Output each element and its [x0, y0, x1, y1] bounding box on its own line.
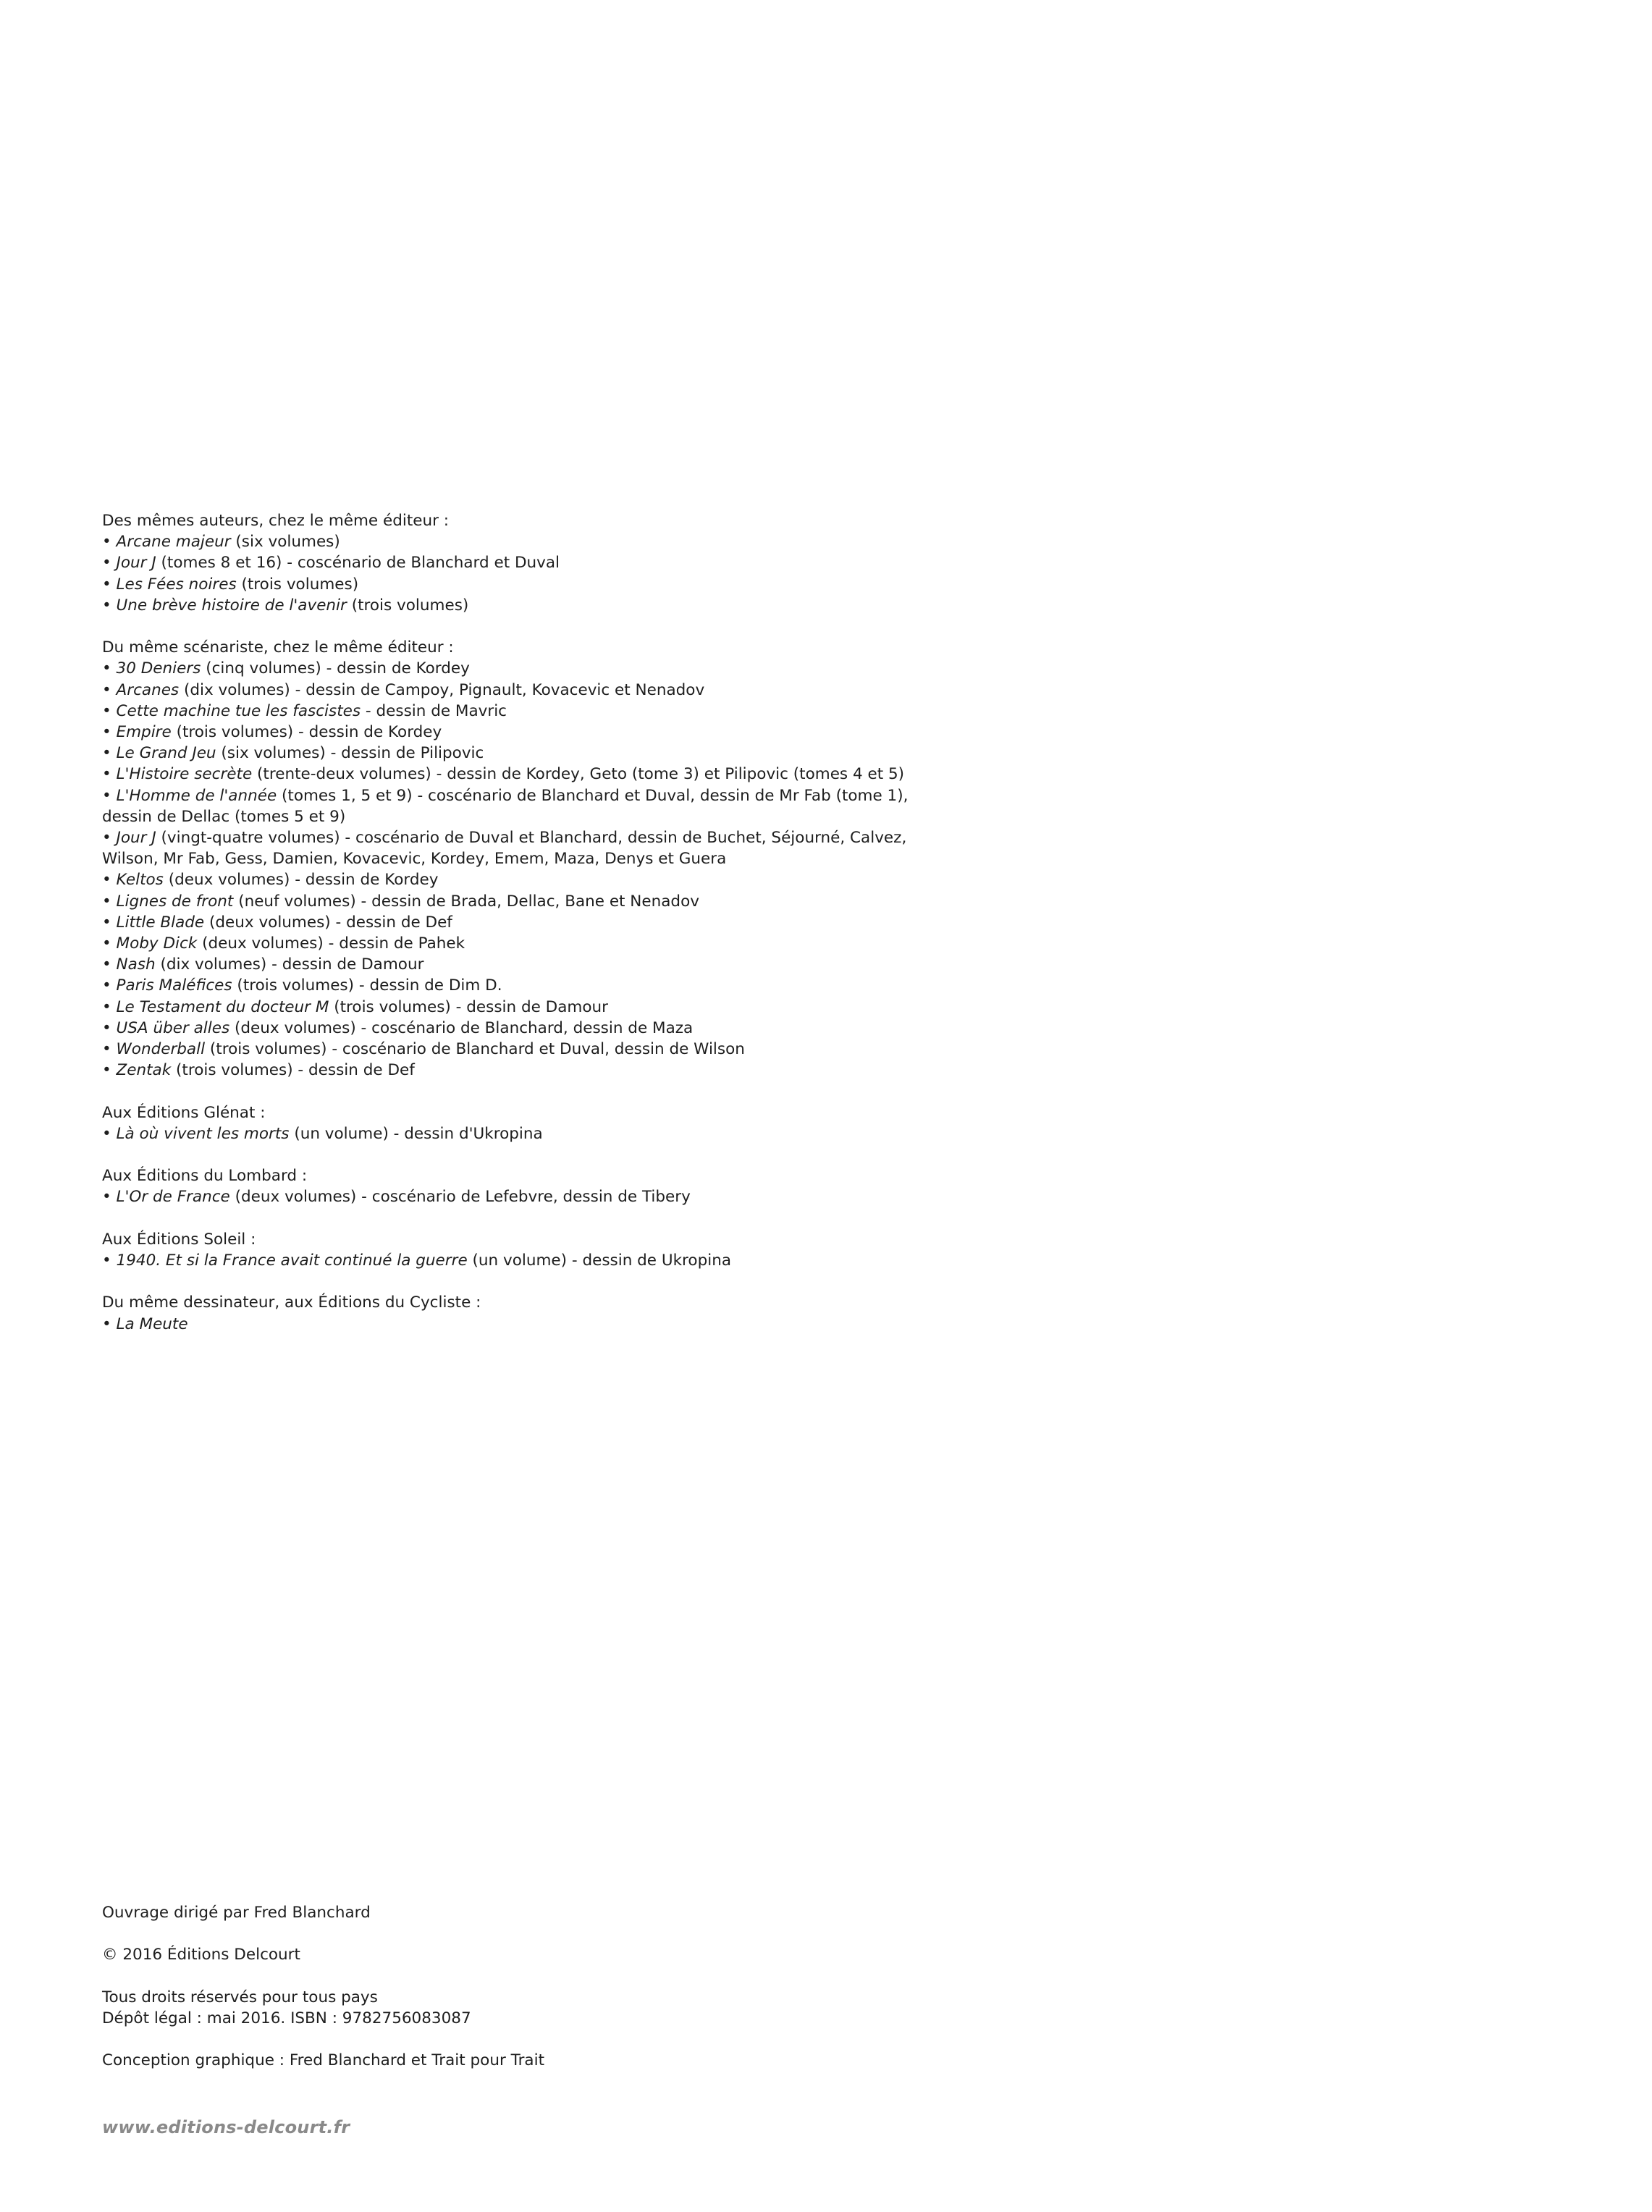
list-item [102, 1186, 956, 1207]
list-item [102, 954, 956, 975]
graphic-design-line: Conception graphique : Fred Blanchard et Trait pour Trait [102, 2051, 545, 2070]
section-heading: Aux Éditions Glénat : [102, 1103, 266, 1122]
bibliography-section [102, 1165, 956, 1207]
bullet: • [102, 934, 117, 953]
bullet: • [102, 680, 117, 699]
book-title: L'Homme de l'année [116, 786, 277, 805]
book-details: (un volume) - dessin d'Ukropina [289, 1124, 543, 1143]
book-title: Arcanes [116, 680, 180, 699]
list-item [102, 891, 956, 912]
book-title: Keltos [116, 871, 164, 890]
bullet: • [102, 596, 117, 615]
list-item [102, 1314, 956, 1335]
bullet: • [102, 1124, 117, 1143]
bullet: • [102, 913, 117, 932]
book-details: (six volumes) - dessin de Pilipovic [216, 744, 484, 763]
book-title: USA über alles [116, 1018, 230, 1037]
book-details: (trois volumes) - coscénario de Blanchard et Duval, dessin de Wilson [205, 1040, 745, 1059]
book-title: L'Histoire secrète [116, 765, 253, 784]
book-details: (trois volumes) [236, 575, 359, 594]
list-item [102, 912, 956, 933]
book-title: Empire [116, 723, 172, 742]
bullet: • [102, 976, 117, 995]
book-details: (trois volumes) - dessin de Damour [329, 997, 608, 1016]
section-heading: Du même dessinateur, aux Éditions du Cycliste : [102, 1293, 481, 1312]
section-heading: Aux Éditions du Lombard : [102, 1167, 308, 1186]
list-item [102, 743, 956, 764]
book-title: Paris Maléfices [116, 976, 232, 995]
list-item [102, 975, 956, 996]
book-title: 1940. Et si la France avait continué la guerre [116, 1251, 468, 1270]
bullet: • [102, 829, 117, 848]
section-heading: Du même scénariste, chez le même éditeur : [102, 638, 454, 657]
book-details: (trois volumes) [346, 596, 469, 615]
book-title: Lignes de front [116, 892, 234, 911]
book-title: Arcane majeur [116, 533, 231, 552]
bibliography-section [102, 510, 956, 616]
book-title: Zentak [116, 1061, 172, 1080]
legal-notice [102, 1902, 971, 2072]
book-details: (trois volumes) - dessin de Kordey [171, 723, 442, 742]
list-item [102, 531, 956, 552]
book-details: - dessin de Mavric [361, 701, 507, 720]
list-item [102, 574, 956, 595]
book-details: (cinq volumes) - dessin de Kordey [201, 659, 470, 678]
list-item [102, 1018, 956, 1039]
book-title: Moby Dick [116, 934, 198, 953]
book-details: (deux volumes) - coscénario de Blanchard, dessin de Maza [229, 1018, 694, 1037]
list-item [102, 1060, 956, 1081]
bullet: • [102, 871, 117, 890]
list-item [102, 1250, 956, 1271]
bullet: • [102, 1018, 117, 1037]
bullet: • [102, 554, 117, 573]
bibliography-section [102, 637, 956, 1081]
bullet: • [102, 659, 117, 678]
list-item [102, 933, 956, 954]
bullet: • [102, 1188, 117, 1207]
publisher-website-link[interactable]: www.editions-delcourt.fr [102, 2117, 350, 2137]
book-title: Les Fées noires [116, 575, 237, 594]
bullet: • [102, 723, 117, 742]
copyright-line: © 2016 Éditions Delcourt [102, 1946, 300, 1964]
bullet: • [102, 1061, 117, 1080]
book-title: L'Or de France [116, 1188, 230, 1207]
book-title: Là où vivent les morts [116, 1124, 290, 1143]
book-title: Nash [116, 955, 156, 974]
list-item [102, 827, 956, 869]
bibliography-section [102, 1229, 956, 1271]
book-details: (trois volumes) - dessin de Dim D. [232, 976, 502, 995]
section-heading: Des mêmes auteurs, chez le même éditeur : [102, 512, 450, 530]
rights-line: Tous droits réservés pour tous pays [102, 1988, 378, 2006]
list-item [102, 997, 956, 1018]
bullet: • [102, 997, 117, 1016]
book-title: Le Grand Jeu [116, 744, 216, 763]
bullet: • [102, 955, 117, 974]
book-details: (deux volumes) - coscénario de Lefebvre, dessin de Tibery [229, 1188, 691, 1207]
series-director-line: Ouvrage dirigé par Fred Blanchard [102, 1904, 371, 1922]
book-details: (deux volumes) - dessin de Kordey [163, 871, 439, 890]
list-item [102, 764, 956, 785]
book-details: (trois volumes) - dessin de Def [171, 1061, 415, 1080]
bibliography-section [102, 1102, 956, 1144]
legal-deposit-line: Dépôt légal : mai 2016. ISBN : 9782756083087 [102, 2009, 471, 2027]
book-details: (neuf volumes) - dessin de Brada, Dellac, Bane et Nenadov [233, 892, 699, 911]
book-details: (deux volumes) - dessin de Def [204, 913, 452, 932]
book-details: (deux volumes) - dessin de Pahek [197, 934, 465, 953]
list-item [102, 785, 956, 827]
list-item [102, 658, 956, 679]
book-details: (six volumes) [230, 533, 340, 552]
book-title: Cette machine tue les fascistes [116, 701, 361, 720]
bullet: • [102, 786, 117, 805]
book-details: (tomes 1, 5 et 9) - coscénario de Blanchard et Duval, dessin de Mr Fab (tome 1), dessin de Dellac (tomes 5 et 9) [102, 786, 909, 826]
book-title: Jour J [116, 554, 156, 573]
book-details: (dix volumes) - dessin de Damour [155, 955, 424, 974]
list-item [102, 595, 956, 616]
list-item [102, 1039, 956, 1060]
list-item [102, 701, 956, 722]
book-details: (vingt-quatre volumes) - coscénario de Duval et Blanchard, dessin de Buchet, Séjourné, Calvez, Wilson, Mr Fab, Gess, Damien, Kovacevic, Kordey, Emem, Maza, Denys et Guera [102, 829, 907, 869]
list-item [102, 869, 956, 890]
book-title: Jour J [116, 829, 156, 848]
book-title: 30 Deniers [116, 659, 201, 678]
bullet: • [102, 701, 117, 720]
book-title: Le Testament du docteur M [116, 997, 329, 1016]
book-details: (trente-deux volumes) - dessin de Kordey, Geto (tome 3) et Pilipovic (tomes 4 et 5) [252, 765, 905, 784]
book-details: (dix volumes) - dessin de Campoy, Pignault, Kovacevic et Nenadov [179, 680, 705, 699]
bullet: • [102, 575, 117, 594]
bullet: • [102, 892, 117, 911]
list-item [102, 1123, 956, 1144]
bibliography [102, 510, 956, 1356]
bullet: • [102, 1251, 117, 1270]
book-title: La Meute [116, 1314, 188, 1333]
book-title: Wonderball [116, 1040, 206, 1059]
book-title: Une brève histoire de l'avenir [116, 596, 347, 615]
bullet: • [102, 533, 117, 552]
book-details: (un volume) - dessin de Ukropina [467, 1251, 731, 1270]
section-heading: Aux Éditions Soleil : [102, 1230, 256, 1249]
bullet: • [102, 744, 117, 763]
list-item [102, 552, 956, 573]
list-item [102, 680, 956, 701]
bullet: • [102, 1040, 117, 1059]
book-details: (tomes 8 et 16) - coscénario de Blanchard et Duval [156, 554, 560, 573]
list-item [102, 722, 956, 743]
bibliography-section [102, 1292, 956, 1334]
book-title: Little Blade [116, 913, 205, 932]
bullet: • [102, 1314, 117, 1333]
bullet: • [102, 765, 117, 784]
